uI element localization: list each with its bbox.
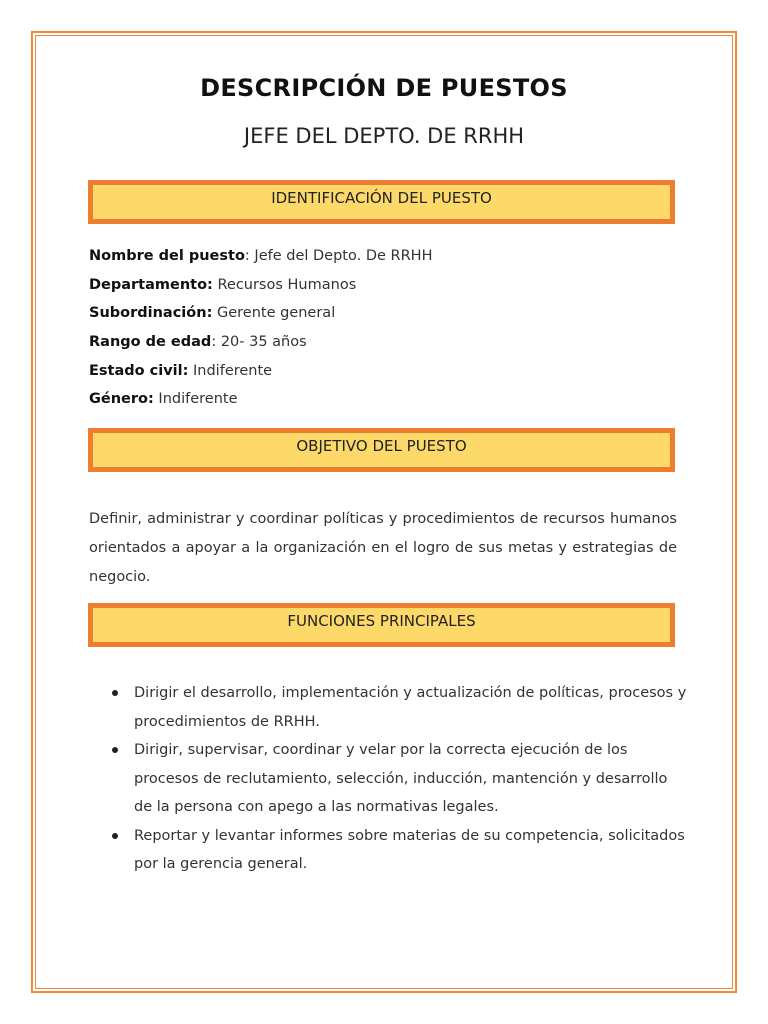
bullet-icon (112, 747, 118, 753)
funciones-list (107, 679, 687, 879)
field-value: Jefe del Depto. De RRHH (254, 248, 433, 264)
section-header-identificacion: IDENTIFICACIÓN DEL PUESTO (88, 180, 675, 224)
list-item: Dirigir, supervisar, coordinar y velar por la correcta ejecución de los procesos de reclutamiento, selección, inducción, mantención y desarrollo de la persona con apego a las normativas legales. (107, 736, 687, 822)
field-value: Recursos Humanos (217, 277, 357, 293)
document-title: DESCRIPCIÓN DE PUESTOS (200, 74, 568, 102)
field-value: Indiferente (158, 391, 238, 407)
field-nombre-puesto: Nombre del puesto: Jefe del Depto. De RRHH (89, 248, 433, 264)
field-label: Nombre del puesto (89, 248, 245, 264)
objetivo-paragraph: Definir, administrar y coordinar políticas y procedimientos de recursos humanos orientados a apoyar a la organización en el logro de sus metas y estrategias de negocio. (89, 511, 677, 585)
field-label: Departamento: (89, 277, 213, 293)
field-label: Rango de edad (89, 334, 212, 350)
bullet-icon (112, 690, 118, 696)
field-label: Subordinación: (89, 305, 213, 321)
list-item: Reportar y levantar informes sobre materias de su competencia, solicitados por la gerencia general. (107, 822, 687, 879)
field-label: Estado civil: (89, 363, 189, 379)
document-subtitle: JEFE DEL DEPTO. DE RRHH (243, 124, 525, 148)
section-header-funciones: FUNCIONES PRINCIPALES (88, 603, 675, 647)
field-departamento (89, 277, 356, 293)
field-subordinacion (89, 305, 335, 321)
section-header-objetivo: OBJETIVO DEL PUESTO (88, 428, 675, 472)
field-value: Gerente general (216, 305, 336, 321)
bullet-icon (112, 833, 118, 839)
field-estado-civil (89, 363, 272, 379)
field-value: Indiferente (193, 363, 273, 379)
list-item: Dirigir el desarrollo, implementación y actualización de políticas, procesos y procedimientos de RRHH. (107, 679, 687, 736)
field-value: 20- 35 años (220, 334, 307, 350)
field-label: Género: (89, 391, 154, 407)
field-rango-edad: Rango de edad: 20- 35 años (89, 334, 307, 350)
field-genero (89, 391, 238, 407)
